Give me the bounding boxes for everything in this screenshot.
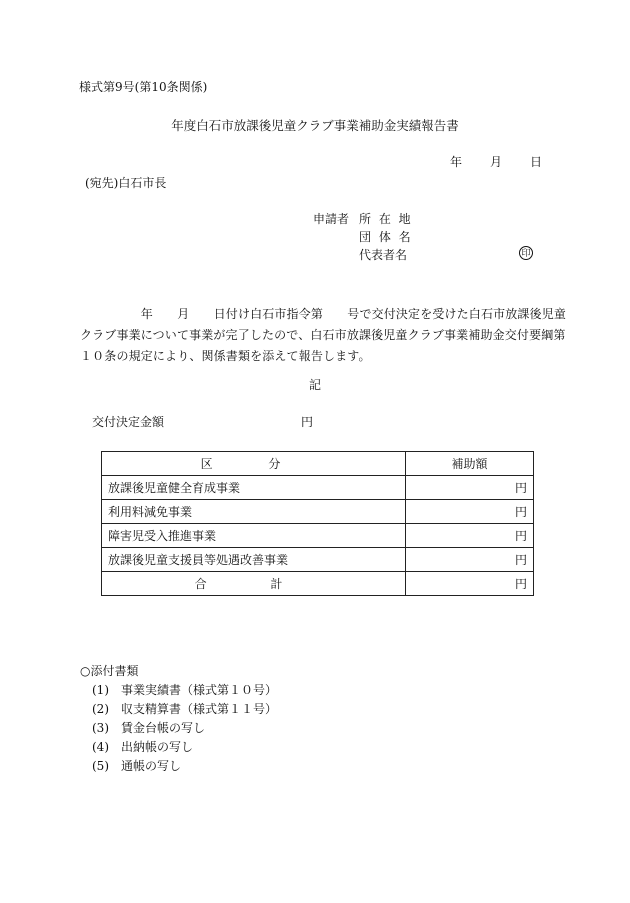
body-line: クラブ事業について事業が完了したので、白石市放課後児童クラブ事業補助金交付要綱第 (80, 328, 566, 342)
ki-mark: 記 (308, 378, 321, 392)
table-row (102, 548, 534, 572)
amount-cell: 円 (406, 524, 534, 548)
category-cell: 利用料減免事業 (102, 500, 406, 524)
list-item-text: 収支精算書（様式第１１号） (121, 702, 278, 716)
table-row (102, 476, 534, 500)
amount-header: 補助額 (406, 452, 534, 476)
table-header-row (102, 452, 534, 476)
total-label-cell: 合 計 (102, 572, 406, 596)
amount-cell: 円 (406, 476, 534, 500)
seal-mark: 印 (519, 246, 533, 260)
document-title: 年度白石市放課後児童クラブ事業補助金実績報告書 (171, 118, 459, 133)
form-number: 様式第9号(第10条関係) (79, 80, 208, 94)
table-row (102, 500, 534, 524)
date-day: 日 (530, 155, 543, 169)
table-row (102, 524, 534, 548)
organization-field-label: 団 体 名 (359, 230, 413, 244)
category-header: 区 分 (102, 452, 406, 476)
grant-amount-label: 交付決定金額 (92, 415, 165, 429)
representative-field-label: 代表者名 (359, 248, 408, 262)
list-item-number: (2) (92, 702, 109, 716)
list-item-text: 事業実績書（様式第１０号） (121, 683, 278, 697)
subsidy-table (101, 451, 534, 596)
date-line (450, 156, 550, 170)
applicant-label: 申請者 (313, 212, 350, 226)
list-item-number: (5) (92, 759, 109, 773)
list-item-number: (4) (92, 740, 109, 754)
category-cell: 障害児受入推進事業 (102, 524, 406, 548)
list-item-text: 出納帳の写し (121, 740, 194, 754)
address-field-label: 所 在 地 (359, 212, 413, 226)
category-cell: 放課後児童支援員等処遇改善事業 (102, 548, 406, 572)
list-item-text: 通帳の写し (121, 759, 182, 773)
table-total-row (102, 572, 534, 596)
amount-cell: 円 (406, 548, 534, 572)
grant-amount-unit: 円 (301, 415, 314, 429)
body-line: 年 月 日付け白石市指令第 号で交付決定を受けた白石市放課後児童 (80, 307, 567, 321)
category-cell: 放課後児童健全育成事業 (102, 476, 406, 500)
date-year: 年 (450, 155, 463, 169)
total-amount-cell: 円 (406, 572, 534, 596)
report-body (80, 304, 567, 367)
date-month: 月 (490, 155, 503, 169)
attachments-heading: ○添付書類 (80, 664, 139, 678)
list-item-number: (3) (92, 721, 109, 735)
amount-cell: 円 (406, 500, 534, 524)
list-item-text: 賃金台帳の写し (121, 721, 206, 735)
body-line: １０条の規定により、関係書類を添えて報告します。 (80, 349, 371, 363)
list-item-number: (1) (92, 683, 109, 697)
addressee: (宛先)白石市長 (85, 176, 167, 190)
